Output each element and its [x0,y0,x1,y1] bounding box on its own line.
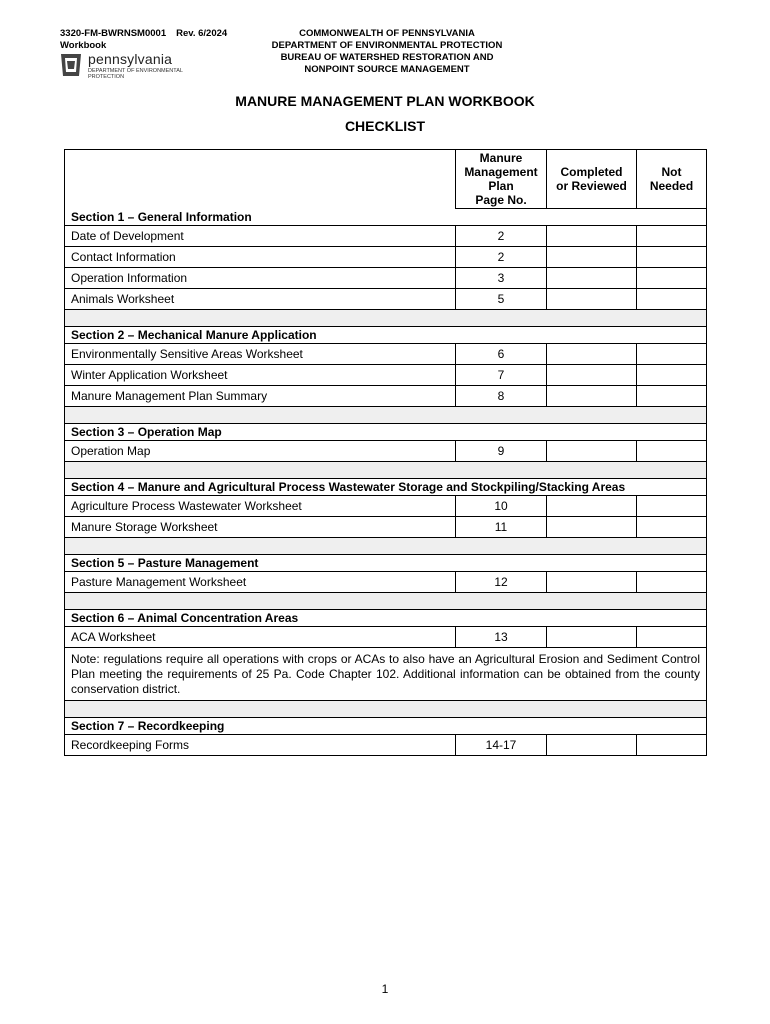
header-blank-cell [65,150,456,209]
item-page: 14-17 [456,735,547,756]
spacer-row [65,593,707,610]
form-revision: Rev. 6/2024 [176,28,228,39]
item-label: Operation Information [65,268,456,289]
spacer-cell [65,462,707,479]
logo-subtext: DEPARTMENT OF ENVIRONMENTAL PROTECTION [88,68,183,80]
item-page: 6 [456,344,547,365]
note-row [65,648,707,701]
completed-cell[interactable] [547,289,637,310]
completed-cell[interactable] [547,572,637,593]
section-row [65,479,707,496]
not-needed-cell[interactable] [637,441,707,462]
document-title: MANURE MANAGEMENT PLAN WORKBOOK [235,93,535,109]
agency-line: COMMONWEALTH OF PENNSYLVANIA [299,28,475,39]
spacer-cell [65,593,707,610]
spacer-row [65,407,707,424]
completed-cell[interactable] [547,627,637,648]
pennsylvania-logo [60,52,200,82]
spacer-cell [65,538,707,555]
item-label: ACA Worksheet [65,627,456,648]
table-row [65,517,707,538]
completed-cell[interactable] [547,441,637,462]
table-row [65,735,707,756]
spacer-row [65,701,707,718]
not-needed-cell[interactable] [637,289,707,310]
item-label: Environmentally Sensitive Areas Worksheet [65,344,456,365]
item-label: Animals Worksheet [65,289,456,310]
section-row [65,209,707,226]
item-label: Manure Storage Worksheet [65,517,456,538]
spacer-row [65,310,707,327]
form-id-block [60,28,227,52]
item-page: 2 [456,226,547,247]
not-needed-cell[interactable] [637,517,707,538]
not-needed-cell[interactable] [637,572,707,593]
completed-cell[interactable] [547,365,637,386]
item-page: 11 [456,517,547,538]
item-page: 13 [456,627,547,648]
page-number: 1 [381,982,389,996]
header-not-needed: Not Needed [637,150,707,209]
table-row [65,496,707,517]
agency-header [237,28,537,76]
not-needed-cell[interactable] [637,344,707,365]
completed-cell[interactable] [547,226,637,247]
item-label: Winter Application Worksheet [65,365,456,386]
table-row [65,386,707,407]
checklist-table [64,149,707,756]
item-page: 5 [456,289,547,310]
section-row [65,424,707,441]
item-label: Pasture Management Worksheet [65,572,456,593]
item-label: Operation Map [65,441,456,462]
spacer-cell [65,701,707,718]
completed-cell[interactable] [547,247,637,268]
table-row [65,365,707,386]
item-page: 8 [456,386,547,407]
table-row [65,344,707,365]
not-needed-cell[interactable] [637,247,707,268]
section-row [65,327,707,344]
item-label: Contact Information [65,247,456,268]
item-page: 7 [456,365,547,386]
item-label: Date of Development [65,226,456,247]
agency-line: BUREAU OF WATERSHED RESTORATION AND [280,52,494,63]
item-page: 3 [456,268,547,289]
section-title: Section 3 – Operation Map [65,424,707,441]
completed-cell[interactable] [547,496,637,517]
form-number: 3320-FM-BWRNSM0001 [60,28,167,39]
spacer-cell [65,407,707,424]
agency-line: DEPARTMENT OF ENVIRONMENTAL PROTECTION [271,40,503,51]
not-needed-cell[interactable] [637,365,707,386]
header-completed: Completed or Reviewed [547,150,637,209]
section-title: Section 6 – Animal Concentration Areas [65,610,707,627]
not-needed-cell[interactable] [637,496,707,517]
not-needed-cell[interactable] [637,627,707,648]
item-label: Manure Management Plan Summary [65,386,456,407]
section-title: Section 7 – Recordkeeping [65,718,707,735]
completed-cell[interactable] [547,386,637,407]
section-title: Section 4 – Manure and Agricultural Process Wastewater Storage and Stockpiling/Stacking Areas [65,479,707,496]
section-title: Section 1 – General Information [65,209,707,226]
table-row [65,572,707,593]
section-row [65,610,707,627]
spacer-row [65,538,707,555]
section-row [65,718,707,735]
completed-cell[interactable] [547,517,637,538]
not-needed-cell[interactable] [637,735,707,756]
section-title: Section 5 – Pasture Management [65,555,707,572]
not-needed-cell[interactable] [637,226,707,247]
completed-cell[interactable] [547,268,637,289]
spacer-row [65,462,707,479]
document-subtitle: CHECKLIST [344,118,426,134]
completed-cell[interactable] [547,735,637,756]
item-page: 2 [456,247,547,268]
section-row [65,555,707,572]
table-row [65,226,707,247]
logo-wordmark: pennsylvania [88,51,173,67]
header-page-number: Manure Management Plan Page No. [456,150,547,209]
keystone-icon [60,52,82,78]
item-page: 10 [456,496,547,517]
completed-cell[interactable] [547,344,637,365]
not-needed-cell[interactable] [637,268,707,289]
item-label: Agriculture Process Wastewater Worksheet [65,496,456,517]
item-page: 9 [456,441,547,462]
table-row [65,247,707,268]
item-page: 12 [456,572,547,593]
table-row [65,289,707,310]
item-label: Recordkeeping Forms [65,735,456,756]
section-note: Note: regulations require all operations with crops or ACAs to also have an Agricultural Erosion and Sediment Control Plan meeting the requirements of 25 Pa. Code Chapter 102. Additional information can be obtained from the county conservation district. [65,648,707,701]
form-type: Workbook [60,40,107,51]
agency-line: NONPOINT SOURCE MANAGEMENT [304,64,470,75]
table-header-row [65,150,707,209]
table-row [65,268,707,289]
table-row [65,627,707,648]
table-row [65,441,707,462]
section-title: Section 2 – Mechanical Manure Application [65,327,707,344]
spacer-cell [65,310,707,327]
not-needed-cell[interactable] [637,386,707,407]
